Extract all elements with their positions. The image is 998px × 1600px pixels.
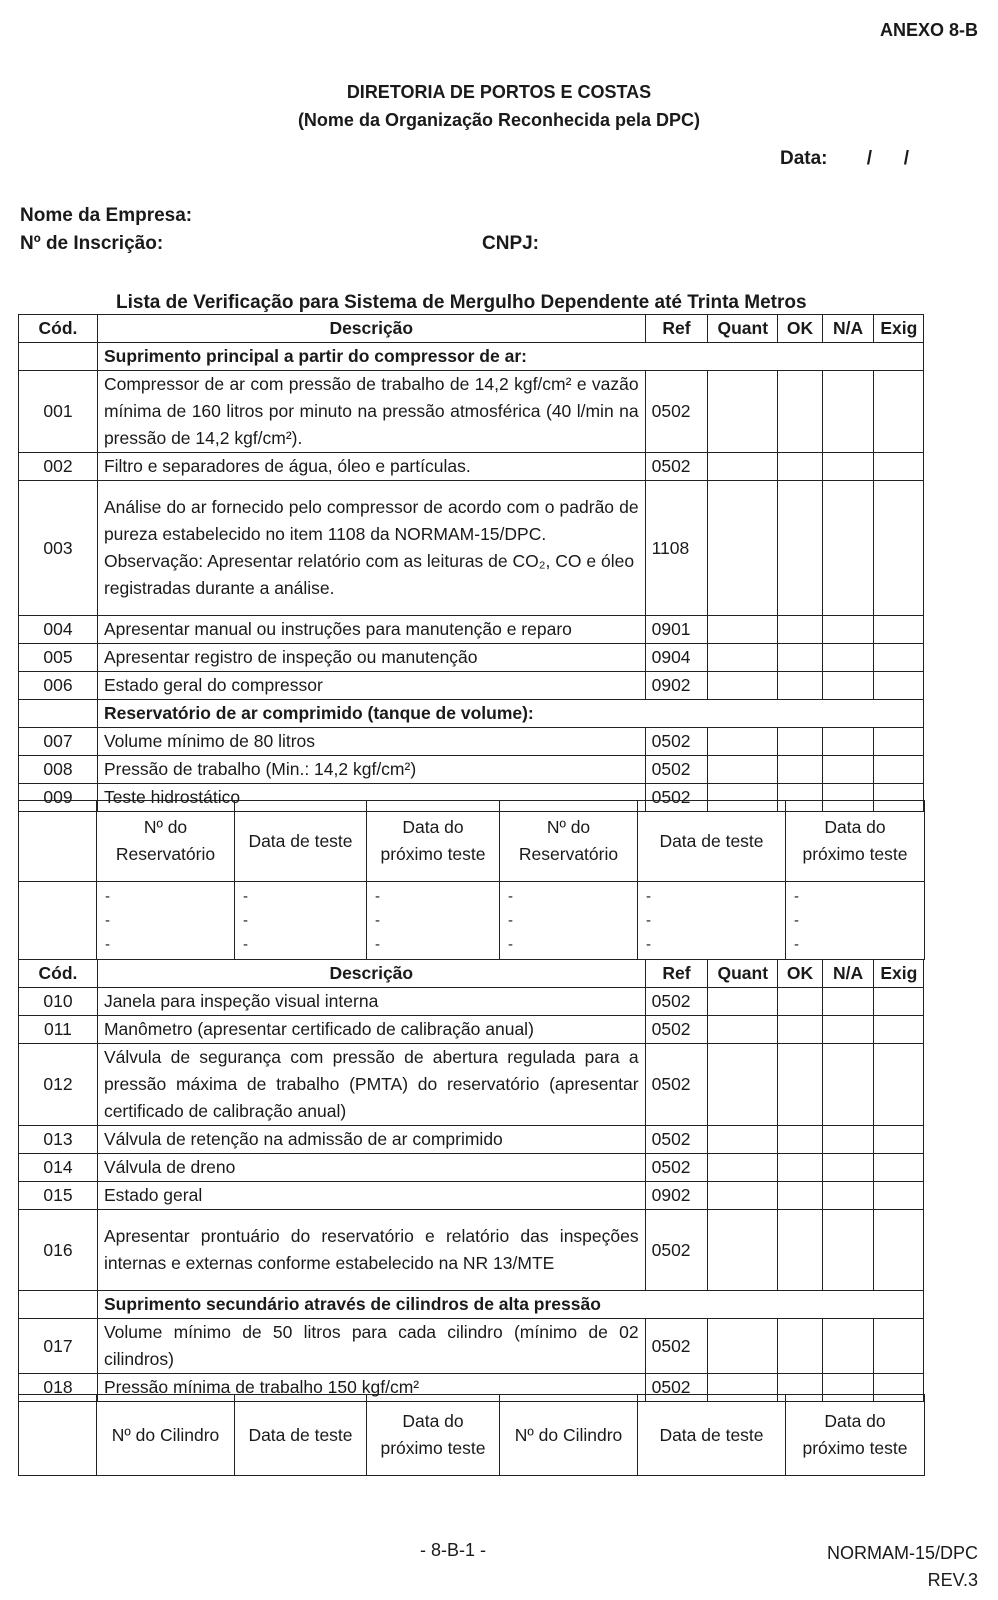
item-ref: 0901 — [645, 616, 708, 644]
table-header-row — [19, 315, 924, 343]
item-code: 017 — [19, 1319, 98, 1374]
next-test-date-header: Data do próximo teste — [367, 801, 500, 882]
reservoir-entry-cell[interactable]: - - - — [97, 882, 235, 960]
col-header-na: N/A — [822, 960, 874, 988]
ok-cell[interactable] — [778, 1126, 823, 1154]
table-row — [19, 988, 924, 1016]
cylinder-number-header: Nº do Cilindro — [500, 1395, 638, 1476]
reservoir-header-row — [19, 801, 925, 882]
na-cell[interactable] — [822, 616, 874, 644]
exig-cell[interactable] — [874, 756, 924, 784]
item-description: Válvula de dreno — [97, 1154, 645, 1182]
org-subtitle: (Nome da Organização Reconhecida pela DPC) — [297, 110, 701, 130]
reservoir-entry-cell[interactable]: - - - — [235, 882, 367, 960]
test-date-header: Data de teste — [638, 1395, 786, 1476]
next-test-date-header: Data do próximo teste — [367, 1395, 500, 1476]
ok-cell[interactable] — [778, 453, 823, 481]
quant-cell[interactable] — [708, 644, 778, 672]
item-ref: 0502 — [645, 756, 708, 784]
item-ref: 0902 — [645, 1182, 708, 1210]
reservoir-test-table — [18, 800, 925, 960]
quant-cell[interactable] — [708, 672, 778, 700]
quant-cell[interactable] — [708, 1182, 778, 1210]
exig-cell[interactable] — [874, 1210, 924, 1291]
exig-cell[interactable] — [874, 371, 924, 453]
norm-code: NORMAM-15/DPC — [826, 1543, 978, 1563]
item-description: Filtro e separadores de água, óleo e partículas. — [97, 453, 645, 481]
reservoir-entry-cell[interactable]: - - - — [367, 882, 500, 960]
cylinder-number-header: Nº do Cilindro — [97, 1395, 235, 1476]
na-cell[interactable] — [822, 1319, 874, 1374]
col-header-descricao: Descrição — [97, 315, 645, 343]
document-reference — [827, 1540, 978, 1594]
reservoir-entry-cell[interactable]: - - - — [638, 882, 786, 960]
quant-cell[interactable] — [708, 481, 778, 616]
checklist-title: Lista de Verificação para Sistema de Mergulho Dependente até Trinta Metros — [116, 292, 807, 313]
ok-cell[interactable] — [778, 1182, 823, 1210]
item-code: 016 — [19, 1210, 98, 1291]
col-header-ref: Ref — [645, 315, 708, 343]
item-ref: 0502 — [645, 728, 708, 756]
item-note: Observação: Apresentar relatório com as leituras de CO₂, CO e óleo registradas durante a análise. — [103, 551, 635, 598]
ok-cell[interactable] — [778, 481, 823, 616]
exig-cell[interactable] — [874, 644, 924, 672]
ok-cell[interactable] — [778, 756, 823, 784]
col-header-cod: Cód. — [19, 315, 98, 343]
exig-cell[interactable] — [874, 453, 924, 481]
ok-cell[interactable] — [778, 672, 823, 700]
na-cell[interactable] — [822, 453, 874, 481]
item-code: 008 — [19, 756, 98, 784]
item-description: Estado geral do compressor — [97, 672, 645, 700]
item-ref: 0502 — [645, 988, 708, 1016]
na-cell[interactable] — [822, 1126, 874, 1154]
ok-cell[interactable] — [778, 1154, 823, 1182]
item-ref: 0502 — [645, 1016, 708, 1044]
item-code: 010 — [19, 988, 98, 1016]
table-row — [19, 1210, 924, 1291]
na-cell[interactable] — [822, 481, 874, 616]
table-row — [19, 481, 924, 616]
item-ref: 0502 — [645, 1374, 708, 1402]
ok-cell[interactable] — [778, 371, 823, 453]
exig-cell[interactable] — [874, 616, 924, 644]
date-field — [780, 148, 909, 170]
item-code: 005 — [19, 644, 98, 672]
next-test-date-header: Data do próximo teste — [786, 801, 925, 882]
item-code: 009 — [19, 784, 98, 812]
na-cell[interactable] — [822, 644, 874, 672]
table-row — [19, 756, 924, 784]
col-header-na: N/A — [822, 315, 874, 343]
item-description: Apresentar registro de inspeção ou manutenção — [97, 644, 645, 672]
item-description: Manômetro (apresentar certificado de calibração anual) — [97, 1016, 645, 1044]
exig-cell[interactable] — [874, 1126, 924, 1154]
date-label: Data: — [780, 148, 828, 169]
cylinder-test-table — [18, 1394, 925, 1476]
test-date-header: Data de teste — [235, 801, 367, 882]
section-row — [19, 343, 924, 371]
item-code: 012 — [19, 1044, 98, 1126]
table-row — [19, 1016, 924, 1044]
ok-cell[interactable] — [778, 988, 823, 1016]
quant-cell[interactable] — [708, 371, 778, 453]
exig-cell[interactable] — [874, 1182, 924, 1210]
na-cell[interactable] — [822, 1044, 874, 1126]
table-row — [19, 1182, 924, 1210]
item-ref: 1108 — [645, 481, 708, 616]
ok-cell[interactable] — [778, 1319, 823, 1374]
ok-cell[interactable] — [778, 616, 823, 644]
na-cell[interactable] — [822, 1154, 874, 1182]
section-row — [19, 1291, 924, 1319]
na-cell[interactable] — [822, 1016, 874, 1044]
ok-cell[interactable] — [778, 644, 823, 672]
item-description: Estado geral — [97, 1182, 645, 1210]
col-header-quant: Quant — [708, 960, 778, 988]
reservoir-entry-row — [19, 882, 925, 960]
company-name-label: Nome da Empresa: — [20, 205, 193, 226]
date-separators: / / — [866, 148, 910, 169]
item-code: 011 — [19, 1016, 98, 1044]
na-cell[interactable] — [822, 756, 874, 784]
na-cell[interactable] — [822, 371, 874, 453]
cylinder-header-row — [19, 1395, 925, 1476]
cnpj-label: CNPJ: — [482, 233, 540, 254]
exig-cell[interactable] — [874, 728, 924, 756]
table-row — [19, 1319, 924, 1374]
quant-cell[interactable] — [708, 1210, 778, 1291]
section-title: Reservatório de ar comprimido (tanque de volume): — [97, 700, 923, 728]
item-ref: 0502 — [645, 1154, 708, 1182]
item-ref: 0502 — [645, 371, 708, 453]
item-description: Volume mínimo de 80 litros — [97, 728, 645, 756]
col-header-ok: OK — [778, 960, 823, 988]
test-date-header: Data de teste — [638, 801, 786, 882]
quant-cell[interactable] — [708, 1319, 778, 1374]
ok-cell[interactable] — [778, 1016, 823, 1044]
item-description: Apresentar manual ou instruções para manutenção e reparo — [97, 616, 645, 644]
exig-cell[interactable] — [874, 481, 924, 616]
quant-cell[interactable] — [708, 1154, 778, 1182]
reservoir-entry-cell[interactable]: - - - — [786, 882, 925, 960]
quant-cell[interactable] — [708, 1126, 778, 1154]
revision: REV.3 — [927, 1570, 978, 1590]
table-row — [19, 1154, 924, 1182]
item-code: 014 — [19, 1154, 98, 1182]
item-ref: 0502 — [645, 1210, 708, 1291]
table-row — [19, 728, 924, 756]
exig-cell[interactable] — [874, 988, 924, 1016]
checklist-table-part1 — [18, 314, 924, 812]
item-code: 002 — [19, 453, 98, 481]
item-description: Válvula de segurança com pressão de abertura regulada para a pressão máxima de trabalho (PMTA) do reservatório (apresentar certificado de calibração anual) — [97, 1044, 645, 1126]
na-cell[interactable] — [822, 988, 874, 1016]
item-code: 015 — [19, 1182, 98, 1210]
org-title — [0, 78, 998, 134]
item-description: Compressor de ar com pressão de trabalho de 14,2 kgf/cm² e vazão mínima de 160 litros por minuto na pressão atmosférica (40 l/min na pressão de 14,2 kgf/cm²). — [97, 371, 645, 453]
exig-cell[interactable] — [874, 1319, 924, 1374]
table-row — [19, 672, 924, 700]
item-code: 013 — [19, 1126, 98, 1154]
item-code: 006 — [19, 672, 98, 700]
quant-cell[interactable] — [708, 728, 778, 756]
item-description: Análise do ar fornecido pelo compressor de acordo com o padrão de pureza estabelecido no item 1108 da NORMAM-15/DPC. — [103, 497, 639, 544]
col-header-exig: Exig — [874, 960, 924, 988]
na-cell[interactable] — [822, 1210, 874, 1291]
ok-cell[interactable] — [778, 1044, 823, 1126]
item-code: 003 — [19, 481, 98, 616]
item-code: 004 — [19, 616, 98, 644]
inscricao-label: Nº de Inscrição: — [20, 233, 164, 254]
table-header-row — [19, 960, 924, 988]
ok-cell[interactable] — [778, 728, 823, 756]
item-code: 001 — [19, 371, 98, 453]
reservoir-number-header: Nº do Reservatório — [500, 801, 638, 882]
section-row — [19, 700, 924, 728]
org-name: DIRETORIA DE PORTOS E COSTAS — [346, 82, 652, 102]
item-ref: 0502 — [645, 453, 708, 481]
quant-cell[interactable] — [708, 616, 778, 644]
checklist-table-part2 — [18, 959, 924, 1402]
col-header-ok: OK — [778, 315, 823, 343]
item-ref: 0502 — [645, 1044, 708, 1126]
quant-cell[interactable] — [708, 1044, 778, 1126]
item-description-block — [97, 481, 645, 616]
section-title: Suprimento principal a partir do compressor de ar: — [97, 343, 923, 371]
exig-cell[interactable] — [874, 1154, 924, 1182]
item-description: Pressão de trabalho (Min.: 14,2 kgf/cm²) — [97, 756, 645, 784]
page-number: - 8-B-1 - — [420, 1540, 487, 1560]
item-description: Pressão mínima de trabalho 150 kgf/cm² — [97, 1374, 645, 1402]
col-header-exig: Exig — [874, 315, 924, 343]
item-code: 018 — [19, 1374, 98, 1402]
col-header-descricao: Descrição — [97, 960, 645, 988]
exig-cell[interactable] — [874, 1044, 924, 1126]
item-ref: 0502 — [645, 1126, 708, 1154]
table-row — [19, 453, 924, 481]
item-ref: 0904 — [645, 644, 708, 672]
col-header-ref: Ref — [645, 960, 708, 988]
table-row — [19, 644, 924, 672]
table-row — [19, 371, 924, 453]
test-date-header: Data de teste — [235, 1395, 367, 1476]
item-description: Teste hidrostático — [97, 784, 645, 812]
item-code: 007 — [19, 728, 98, 756]
item-description: Volume mínimo de 50 litros para cada cilindro (mínimo de 02 cilindros) — [97, 1319, 645, 1374]
section-title: Suprimento secundário através de cilindros de alta pressão — [97, 1291, 923, 1319]
item-description: Janela para inspeção visual interna — [97, 988, 645, 1016]
item-ref: 0902 — [645, 672, 708, 700]
exig-cell[interactable] — [874, 1016, 924, 1044]
na-cell[interactable] — [822, 672, 874, 700]
item-ref: 0502 — [645, 1319, 708, 1374]
col-header-quant: Quant — [708, 315, 778, 343]
quant-cell[interactable] — [708, 756, 778, 784]
col-header-cod: Cód. — [19, 960, 98, 988]
table-row — [19, 616, 924, 644]
item-description: Válvula de retenção na admissão de ar comprimido — [97, 1126, 645, 1154]
quant-cell[interactable] — [708, 1016, 778, 1044]
annex-label: ANEXO 8-B — [879, 20, 978, 40]
table-row — [19, 1044, 924, 1126]
next-test-date-header: Data do próximo teste — [786, 1395, 925, 1476]
quant-cell[interactable] — [708, 988, 778, 1016]
item-ref: 0502 — [645, 784, 708, 812]
table-row — [19, 1126, 924, 1154]
reservoir-number-header: Nº do Reservatório — [97, 801, 235, 882]
exig-cell[interactable] — [874, 672, 924, 700]
na-cell[interactable] — [822, 1182, 874, 1210]
reservoir-entry-cell[interactable]: - - - — [500, 882, 638, 960]
na-cell[interactable] — [822, 728, 874, 756]
ok-cell[interactable] — [778, 1210, 823, 1291]
item-description: Apresentar prontuário do reservatório e relatório das inspeções internas e externas conforme estabelecido na NR 13/MTE — [97, 1210, 645, 1291]
quant-cell[interactable] — [708, 453, 778, 481]
